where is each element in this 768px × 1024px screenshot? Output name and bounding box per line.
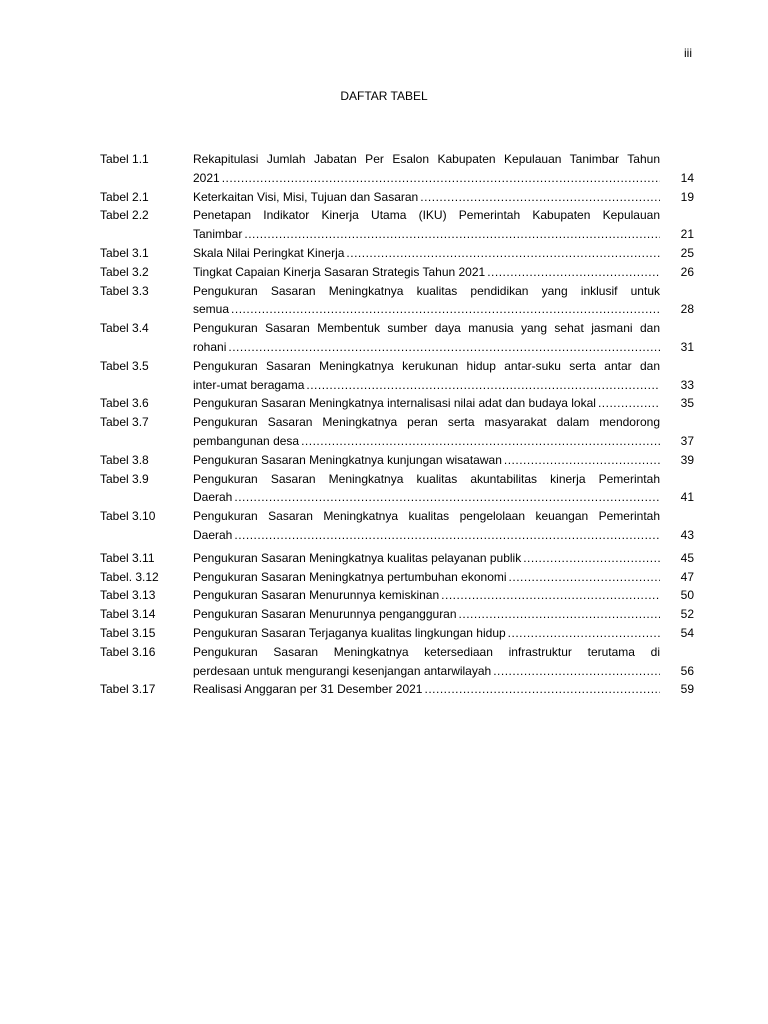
toc-entry[interactable] bbox=[100, 643, 694, 681]
table-of-tables bbox=[100, 150, 694, 699]
caption-last-line bbox=[193, 624, 660, 643]
dot-leader bbox=[491, 662, 660, 681]
caption-line: Pengukuran Sasaran Meningkatnya kerukunan hidup antar-suku serta antar dan bbox=[193, 358, 660, 373]
caption-last-line bbox=[193, 605, 660, 624]
page-ref: 31 bbox=[680, 339, 694, 354]
caption-text: 2021 bbox=[193, 170, 220, 185]
table-caption bbox=[193, 643, 660, 681]
table-caption bbox=[193, 394, 660, 413]
caption-last-line bbox=[193, 300, 660, 319]
dot-leader bbox=[457, 605, 660, 624]
toc-entry[interactable] bbox=[100, 282, 694, 320]
page-ref: 56 bbox=[680, 663, 694, 678]
table-caption bbox=[193, 624, 660, 643]
table-number: Tabel 3.17 bbox=[100, 682, 156, 697]
caption-text: Pengukuran Sasaran Meningkatnya kualitas pelayanan publik bbox=[193, 550, 522, 565]
caption-last-line bbox=[193, 526, 660, 545]
toc-entry[interactable] bbox=[100, 680, 694, 699]
table-number: Tabel 1.1 bbox=[100, 152, 149, 166]
dot-leader bbox=[299, 432, 660, 451]
table-caption bbox=[193, 188, 660, 207]
caption-line: Penetapan Indikator Kinerja Utama (IKU) Pemerintah Kabupaten Kepulauan bbox=[193, 208, 660, 223]
page-ref: 41 bbox=[680, 490, 694, 505]
caption-text: Pengukuran Sasaran Meningkatnya pertumbuhan ekonomi bbox=[193, 569, 507, 584]
toc-entry[interactable] bbox=[100, 357, 694, 395]
toc-entry[interactable] bbox=[100, 244, 694, 263]
caption-last-line bbox=[193, 263, 660, 282]
table-number: Tabel 3.14 bbox=[100, 607, 156, 622]
table-number: Tabel 3.7 bbox=[100, 415, 149, 430]
page-ref: 33 bbox=[680, 377, 694, 392]
page-ref: 35 bbox=[680, 396, 694, 411]
table-caption bbox=[193, 605, 660, 624]
caption-last-line bbox=[193, 680, 660, 699]
caption-last-line bbox=[193, 549, 660, 568]
table-caption bbox=[193, 507, 660, 545]
caption-last-line bbox=[193, 376, 660, 395]
table-caption bbox=[193, 263, 660, 282]
caption-last-line bbox=[193, 488, 660, 507]
table-number: Tabel 3.3 bbox=[100, 283, 149, 298]
caption-text: Pengukuran Sasaran Meningkatnya internalisasi nilai adat dan budaya lokal bbox=[193, 396, 596, 411]
caption-line: Pengukuran Sasaran Meningkatnya kualitas pendidikan yang inklusif untuk bbox=[193, 283, 660, 298]
toc-entry[interactable] bbox=[100, 319, 694, 357]
caption-text: semua bbox=[193, 302, 230, 317]
page-ref: 52 bbox=[680, 607, 694, 622]
caption-line: Pengukuran Sasaran Meningkatnya peran serta masyarakat dalam mendorong bbox=[193, 415, 660, 430]
dot-leader bbox=[422, 680, 660, 699]
toc-entry[interactable] bbox=[100, 470, 694, 508]
page-ref: 14 bbox=[680, 170, 694, 185]
caption-text: inter-umat beragama bbox=[193, 377, 305, 392]
table-caption bbox=[193, 244, 660, 263]
page-ref: 43 bbox=[680, 527, 694, 542]
toc-entry[interactable] bbox=[100, 624, 694, 643]
caption-line: Pengukuran Sasaran Meningkatnya kualitas akuntabilitas kinerja Pemerintah bbox=[193, 471, 660, 486]
toc-entry[interactable] bbox=[100, 549, 694, 568]
toc-entry[interactable] bbox=[100, 394, 694, 413]
table-caption bbox=[193, 680, 660, 699]
caption-text: Daerah bbox=[193, 527, 233, 542]
table-caption bbox=[193, 357, 660, 395]
caption-last-line bbox=[193, 662, 660, 681]
table-number: Tabel 3.9 bbox=[100, 471, 149, 486]
table-caption bbox=[193, 319, 660, 357]
dot-leader bbox=[439, 586, 660, 605]
caption-line: Pengukuran Sasaran Meningkatnya kualitas pengelolaan keuangan Pemerintah bbox=[193, 509, 660, 524]
caption-last-line bbox=[193, 244, 660, 263]
dot-leader bbox=[304, 376, 660, 395]
table-caption bbox=[193, 282, 660, 320]
page-ref: 50 bbox=[680, 588, 694, 603]
page-ref: 59 bbox=[680, 682, 694, 697]
table-number: Tabel 3.1 bbox=[100, 245, 149, 260]
caption-text: Pengukuran Sasaran Menurunnya kemiskinan bbox=[193, 588, 440, 603]
table-number: Tabel 3.16 bbox=[100, 644, 156, 659]
dot-leader bbox=[229, 300, 660, 319]
caption-line: Rekapitulasi Jumlah Jabatan Per Esalon Kabupaten Kepulauan Tanimbar Tahun bbox=[193, 152, 660, 166]
table-number: Tabel. 3.12 bbox=[100, 569, 159, 584]
table-number: Tabel 3.11 bbox=[100, 550, 155, 565]
caption-last-line bbox=[193, 394, 660, 413]
caption-last-line bbox=[193, 338, 660, 357]
table-number: Tabel 3.8 bbox=[100, 452, 149, 467]
dot-leader bbox=[507, 568, 660, 587]
table-caption bbox=[193, 470, 660, 508]
table-number: Tabel 3.2 bbox=[100, 264, 149, 279]
caption-last-line bbox=[193, 451, 660, 470]
table-number: Tabel 3.13 bbox=[100, 588, 156, 603]
table-caption bbox=[193, 150, 660, 188]
caption-last-line bbox=[193, 432, 660, 451]
caption-text: Pengukuran Sasaran Menurunnya pengangguran bbox=[193, 607, 457, 622]
dot-leader bbox=[220, 169, 660, 188]
dot-leader bbox=[232, 526, 660, 545]
table-caption bbox=[193, 206, 660, 244]
table-caption bbox=[193, 568, 660, 587]
page-ref: 28 bbox=[680, 302, 694, 317]
toc-entry[interactable] bbox=[100, 568, 694, 587]
caption-text: Tanimbar bbox=[193, 227, 243, 242]
page-ref: 19 bbox=[680, 189, 694, 204]
table-number: Tabel 3.10 bbox=[100, 509, 156, 524]
caption-last-line bbox=[193, 568, 660, 587]
page-ref: 26 bbox=[680, 264, 694, 279]
table-caption bbox=[193, 451, 660, 470]
dot-leader bbox=[242, 225, 660, 244]
page-title: DAFTAR TABEL bbox=[340, 89, 428, 103]
page-ref: 25 bbox=[680, 245, 694, 260]
dot-leader bbox=[521, 549, 660, 568]
toc-entry[interactable] bbox=[100, 413, 694, 451]
caption-text: Daerah bbox=[193, 490, 233, 505]
page-ref: 37 bbox=[680, 433, 694, 448]
page-ref: 21 bbox=[680, 227, 694, 242]
page-ref: 39 bbox=[680, 452, 694, 467]
table-caption bbox=[193, 549, 660, 568]
caption-line: Pengukuran Sasaran Meningkatnya ketersediaan infrastruktur terutama di bbox=[193, 644, 660, 659]
toc-entry[interactable] bbox=[100, 451, 694, 470]
page-number: iii bbox=[684, 46, 692, 60]
toc-entry[interactable] bbox=[100, 206, 694, 244]
caption-last-line bbox=[193, 188, 660, 207]
table-caption bbox=[193, 586, 660, 605]
toc-entry[interactable] bbox=[100, 586, 694, 605]
table-number: Tabel 2.2 bbox=[100, 208, 149, 223]
table-number: Tabel 2.1 bbox=[100, 189, 149, 204]
dot-leader bbox=[232, 488, 660, 507]
table-number: Tabel 3.4 bbox=[100, 321, 149, 336]
caption-text: Keterkaitan Visi, Misi, Tujuan dan Sasaran bbox=[193, 189, 419, 204]
dot-leader bbox=[596, 394, 660, 413]
page-ref: 47 bbox=[680, 569, 694, 584]
dot-leader bbox=[226, 338, 660, 357]
caption-text: Pengukuran Sasaran Meningkatnya kunjungan wisatawan bbox=[193, 452, 502, 467]
page-ref: 45 bbox=[680, 550, 694, 565]
toc-entry[interactable] bbox=[100, 188, 694, 207]
caption-last-line bbox=[193, 225, 660, 244]
caption-text: rohani bbox=[193, 339, 227, 354]
caption-text: Tingkat Capaian Kinerja Sasaran Strategis Tahun 2021 bbox=[193, 264, 486, 279]
table-number: Tabel 3.6 bbox=[100, 396, 149, 411]
caption-text: Skala Nilai Peringkat Kinerja bbox=[193, 245, 345, 260]
toc-entry[interactable] bbox=[100, 263, 694, 282]
dot-leader bbox=[485, 263, 660, 282]
caption-last-line bbox=[193, 586, 660, 605]
table-number: Tabel 3.15 bbox=[100, 625, 156, 640]
table-number: Tabel 3.5 bbox=[100, 358, 149, 373]
toc-entry[interactable] bbox=[100, 605, 694, 624]
caption-line: Pengukuran Sasaran Membentuk sumber daya manusia yang sehat jasmani dan bbox=[193, 321, 660, 336]
caption-last-line bbox=[193, 169, 660, 188]
toc-entry[interactable] bbox=[100, 150, 694, 188]
caption-text: perdesaan untuk mengurangi kesenjangan antarwilayah bbox=[193, 663, 492, 678]
caption-text: Realisasi Anggaran per 31 Desember 2021 bbox=[193, 682, 423, 697]
table-caption bbox=[193, 413, 660, 451]
toc-entry[interactable] bbox=[100, 507, 694, 545]
caption-text: Pengukuran Sasaran Terjaganya kualitas lingkungan hidup bbox=[193, 625, 506, 640]
caption-text: pembangunan desa bbox=[193, 433, 300, 448]
page-ref: 54 bbox=[680, 625, 694, 640]
dot-leader bbox=[502, 451, 660, 470]
dot-leader bbox=[344, 244, 660, 263]
dot-leader bbox=[418, 188, 660, 207]
dot-leader bbox=[506, 624, 660, 643]
